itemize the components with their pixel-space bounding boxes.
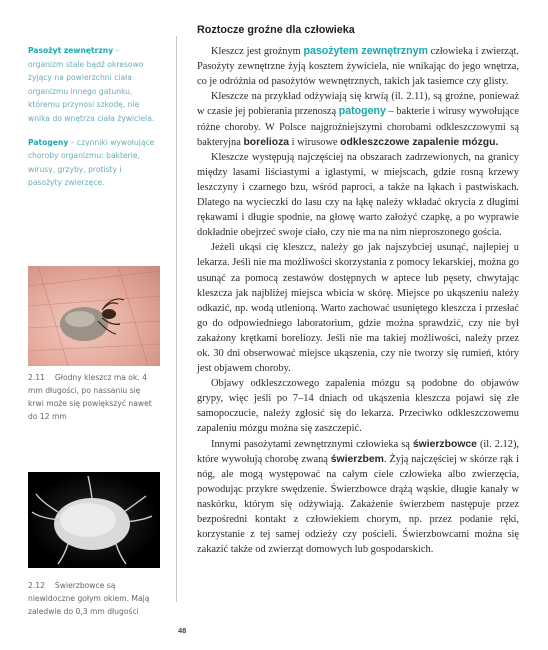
sidebar-glossary: [28, 44, 156, 200]
paragraph: [197, 44, 519, 89]
text-run: i wirusowe: [289, 136, 341, 148]
text-run: Kleszcz jest groźnym: [211, 46, 304, 58]
gloss-pasozyt: [28, 44, 156, 126]
figure-number: 2.12: [28, 581, 45, 590]
gloss-term: Patogeny: [28, 137, 69, 147]
figure-caption-text: Głodny kleszcz ma ok. 4 mm długości, po nassaniu się krwi może się powiększyć nawet do 12 mm: [28, 373, 152, 421]
paragraph: Kleszcze występują najczęściej na obszarach zadrzewionych, na granicy między lasami liściastymi a iglastymi, w miejscach, gdzie rosną krzewy leszczyny i czarnego bzu, wśród paproci, a także na łąkach i pastwiskach. Dlatego na wycieczki do lasu czy na łąkę należy wkładać okrycia z długimi rękawami i długie spodnie, na głowę warto założyć czapkę, a po wyprawie dokładnie obejrzeć swoje ciało, czy nie ma na nim nieproszonego gościa.: [197, 151, 519, 239]
bold-term: świerzbowce: [412, 438, 477, 450]
figure-number: 2.11: [28, 373, 45, 382]
gloss-definition: – organizm stale bądź okresowo żyjący na powierzchni ciała organizmu innego gatunku, któremu przynosi szkodę, nie wnika do wnętrza ciała żywiciela.: [28, 46, 155, 123]
mite-illustration: [28, 472, 160, 568]
paragraph: Objawy odkleszczowego zapalenia mózgu są podobne do objawów grypy, więc jeśli po 7–14 dniach od ukąszenia kleszcza pojawi się złe samopoczucie, należy zgłosić się do lekarza. Przeciwko odkleszczowemu zapaleniu mózgu można się zaszczepić.: [197, 378, 519, 435]
page-number: 48: [178, 626, 187, 635]
gloss-term: Pasożyt zewnętrzny: [28, 46, 114, 55]
key-term: patogeny: [338, 105, 386, 118]
main-text: [197, 23, 519, 557]
tick-illustration: [28, 266, 160, 366]
key-term: pasożytem zewnętrznym: [303, 45, 428, 58]
bold-term: borelioza: [243, 136, 290, 148]
column-divider: [176, 36, 177, 602]
text-run: człowieka i zwierząt. Pasożyty zewnętrzne żyją kosztem żywiciela, nie wnikając do jego wnętrza, co je odróżnia od pasożytów wewnętrznych, takich jak tasiemce czy glisty.: [197, 46, 519, 88]
gloss-patogeny: [28, 136, 156, 190]
figure-caption-2-11: [28, 371, 156, 423]
text-run: . Żyją najczęściej w skórze rąk i nóg, ale mogą występować na całym ciele człowieka albo zwierzęcia, powodując przykre swędzenie. Świerzbowce drążą wąskie, długie kanały w naskórku, którym się odżywiają. Zakażenie świerzbem następuje przez bezpośredni kontakt z człowiekiem chorym, np. przez podanie ręki, korzystanie z tej samej odzieży czy pościeli. Świerzbowcami można się zakazić także od zwierząt domowych lub gospodarskich.: [197, 453, 519, 556]
section-heading: Roztocze groźne dla człowieka: [197, 24, 355, 36]
bold-term: świerzbem: [330, 453, 384, 465]
paragraph: Jeżeli ukąsi cię kleszcz, należy go jak najszybciej usunąć, najlepiej u lekarza. Jeśli nie ma możliwości skorzystania z pomocy lekarskiej, można go usunąć za pomocą zestawów dostępnych w aptece lub pęsety, chwytając kleszcza jak najbliżej miejsca wbicia w skórę. Miejsce po ukąszeniu należy odkazić, np. wodą utlenioną. Warto zachować usuniętego kleszcza i przesłać go do odpowiedniego laboratorium, gdzie można sprawdzić, czy nie był zakażony krętkami boreliozy. Jeśli nie ma takiej możliwości, należy przez ok. 30 dni obserwować miejsce ukąszenia, czy nie tworzy się rumień, który jest objawem choroby.: [197, 242, 519, 375]
figure-caption-2-12: [28, 579, 156, 618]
figure-caption-text: Świerzbowce są niewidoczne gołym okiem. Mają zaledwie do 0,3 mm długości: [28, 581, 150, 616]
text-run: – bakterie i wirusy wywołujące różne choroby. W Polsce najgroźniejszymi chorobami odkleszczowymi są bakteryjna: [197, 106, 519, 148]
text-run: Kleszcze na przykład odżywiają się krwią (il. 2.11), są groźne, ponieważ w czasie jej pobierania przenoszą: [197, 91, 519, 118]
paragraph: [197, 437, 519, 558]
bold-term: odkleszczowe zapalenie mózgu.: [340, 136, 499, 148]
gloss-definition: – czynniki wywołujące choroby organizmu: bakterie, wirusy, grzyby, protisty i pasożyty zwierzęce.: [28, 137, 155, 188]
text-run: Innymi pasożytami zewnętrznymi człowieka są: [211, 438, 413, 450]
paragraph: [197, 89, 519, 149]
text-run: (il. 2.12), które wywołują chorobę zwaną: [197, 438, 519, 465]
tick-photo: [28, 266, 160, 366]
mite-photo: [28, 472, 160, 568]
